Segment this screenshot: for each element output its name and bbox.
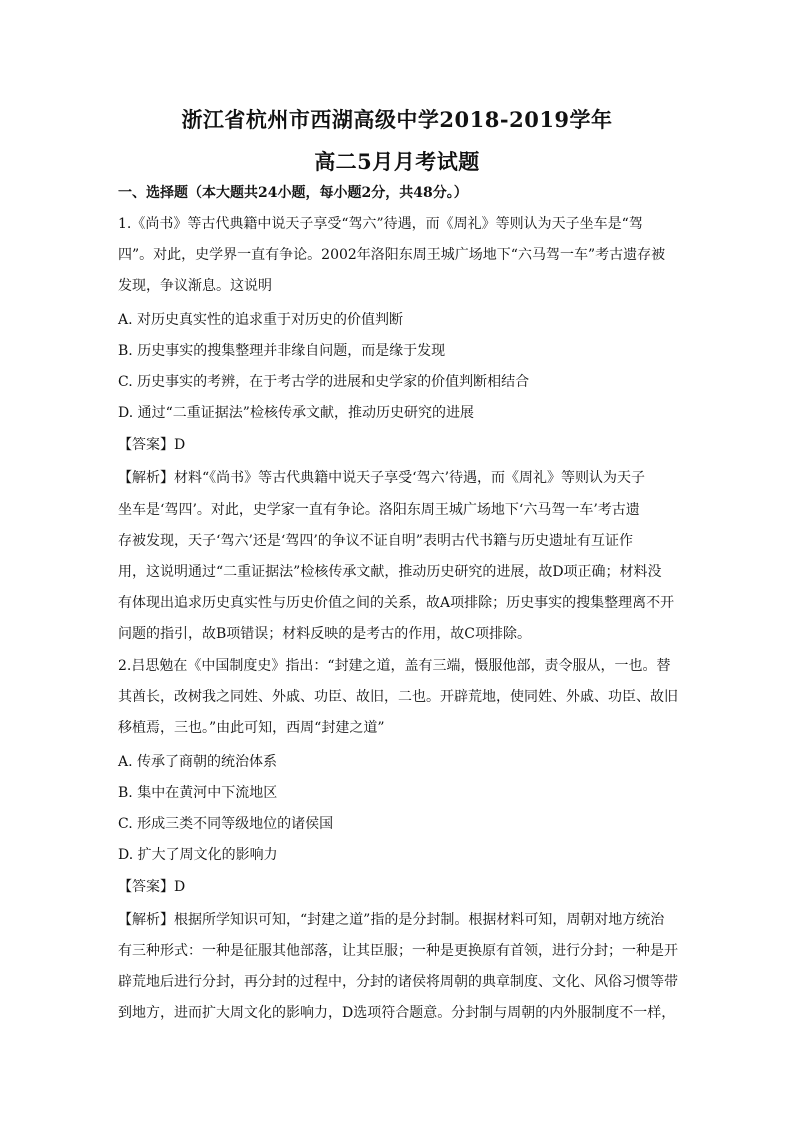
q1-stem-line: 四”。对此，史学界一直有争论。2002年洛阳东周王城广场地下“六马驾一车”考古遗存被 [118,247,666,263]
q2-analysis-line: 有三种形式：一种是征服其他部落，让其臣服；一种是更换原有首领，进行分封；一种是开 [118,943,678,959]
q2-stem-line: 2.吕思勉在《中国制度史》指出：“封建之道，盖有三端，慑服他部，责令服从，一也。替 [118,658,671,674]
q1-analysis-line: 问题的指引，故B项错误；材料反映的是考古的作用，故C项排除。 [118,626,531,642]
q2-analysis-line: 【解析】根据所学知识可知，“封建之道”指的是分封制。根据材料可知，周朝对地方统治 [118,912,665,928]
q1-stem-line: 发现，争议渐息。这说明 [118,278,272,294]
q2-answer: 【答案】D [118,879,186,895]
section-heading: 一、选择题（本大题共24小题，每小题2分，共48分。） [118,185,468,201]
q1-analysis-line: 有体现出追求历史真实性与历史价值之间的关系，故A项排除；历史事实的搜集整理离不开 [118,595,675,611]
q1-analysis-line: 用，这说明通过“二重证据法”检核传承文献，推动历史研究的进展，故D项正确；材料没 [118,564,662,580]
document-title-line2: 高二5月月考试题 [314,149,480,174]
document-title-line1: 浙江省杭州市西湖高级中学2018-2019学年 [181,107,613,132]
q1-analysis-line: 坐车是‘驾四’。对此，史学家一直有争论。洛阳东周王城广场地下‘六马驾一车’考古遗 [118,502,640,518]
q1-analysis-line: 存被发现，天子‘驾六’还是‘驾四’的争议不证自明”表明古代书籍与历史遗址有互证作 [118,533,633,549]
q2-option-c: C. 形成三类不同等级地位的诸侯国 [118,816,334,832]
q1-option-a: A. 对历史真实性的追求重于对历史的价值判断 [118,312,404,328]
q2-stem-line: 移植焉，三也。”由此可知，西周“封建之道” [118,720,385,736]
q1-option-d: D. 通过“二重证据法”检核传承文献，推动历史研究的进展 [118,405,474,421]
q2-option-b: B. 集中在黄河中下流地区 [118,785,278,801]
q2-option-a: A. 传承了商朝的统治体系 [118,754,278,770]
q2-stem-line: 其酋长，改树我之同姓、外戚、功臣、故旧，二也。开辟荒地，使同姓、外戚、功臣、故旧 [118,689,678,705]
q2-option-d: D. 扩大了周文化的影响力 [118,847,278,863]
q2-analysis-line: 到地方，进而扩大周文化的影响力，D选项符合题意。分封制与周朝的内外服制度不一样， [118,1005,676,1021]
q1-option-b: B. 历史事实的搜集整理并非缘自问题，而是缘于发现 [118,343,446,359]
q1-option-c: C. 历史事实的考辨，在于考古学的进展和史学家的价值判断相结合 [118,374,530,390]
q2-analysis-line: 辟荒地后进行分封，再分封的过程中，分封的诸侯将周朝的典章制度、文化、风俗习惯等带 [118,974,678,990]
q1-answer: 【答案】D [118,437,186,453]
q1-analysis-line: 【解析】材料“《尚书》等古代典籍中说天子享受‘驾六’待遇，而《周礼》等则认为天子 [118,470,646,486]
q1-stem-line: 1.《尚书》等古代典籍中说天子享受“驾六”待遇，而《周礼》等则认为天子坐车是“驾 [118,216,643,232]
